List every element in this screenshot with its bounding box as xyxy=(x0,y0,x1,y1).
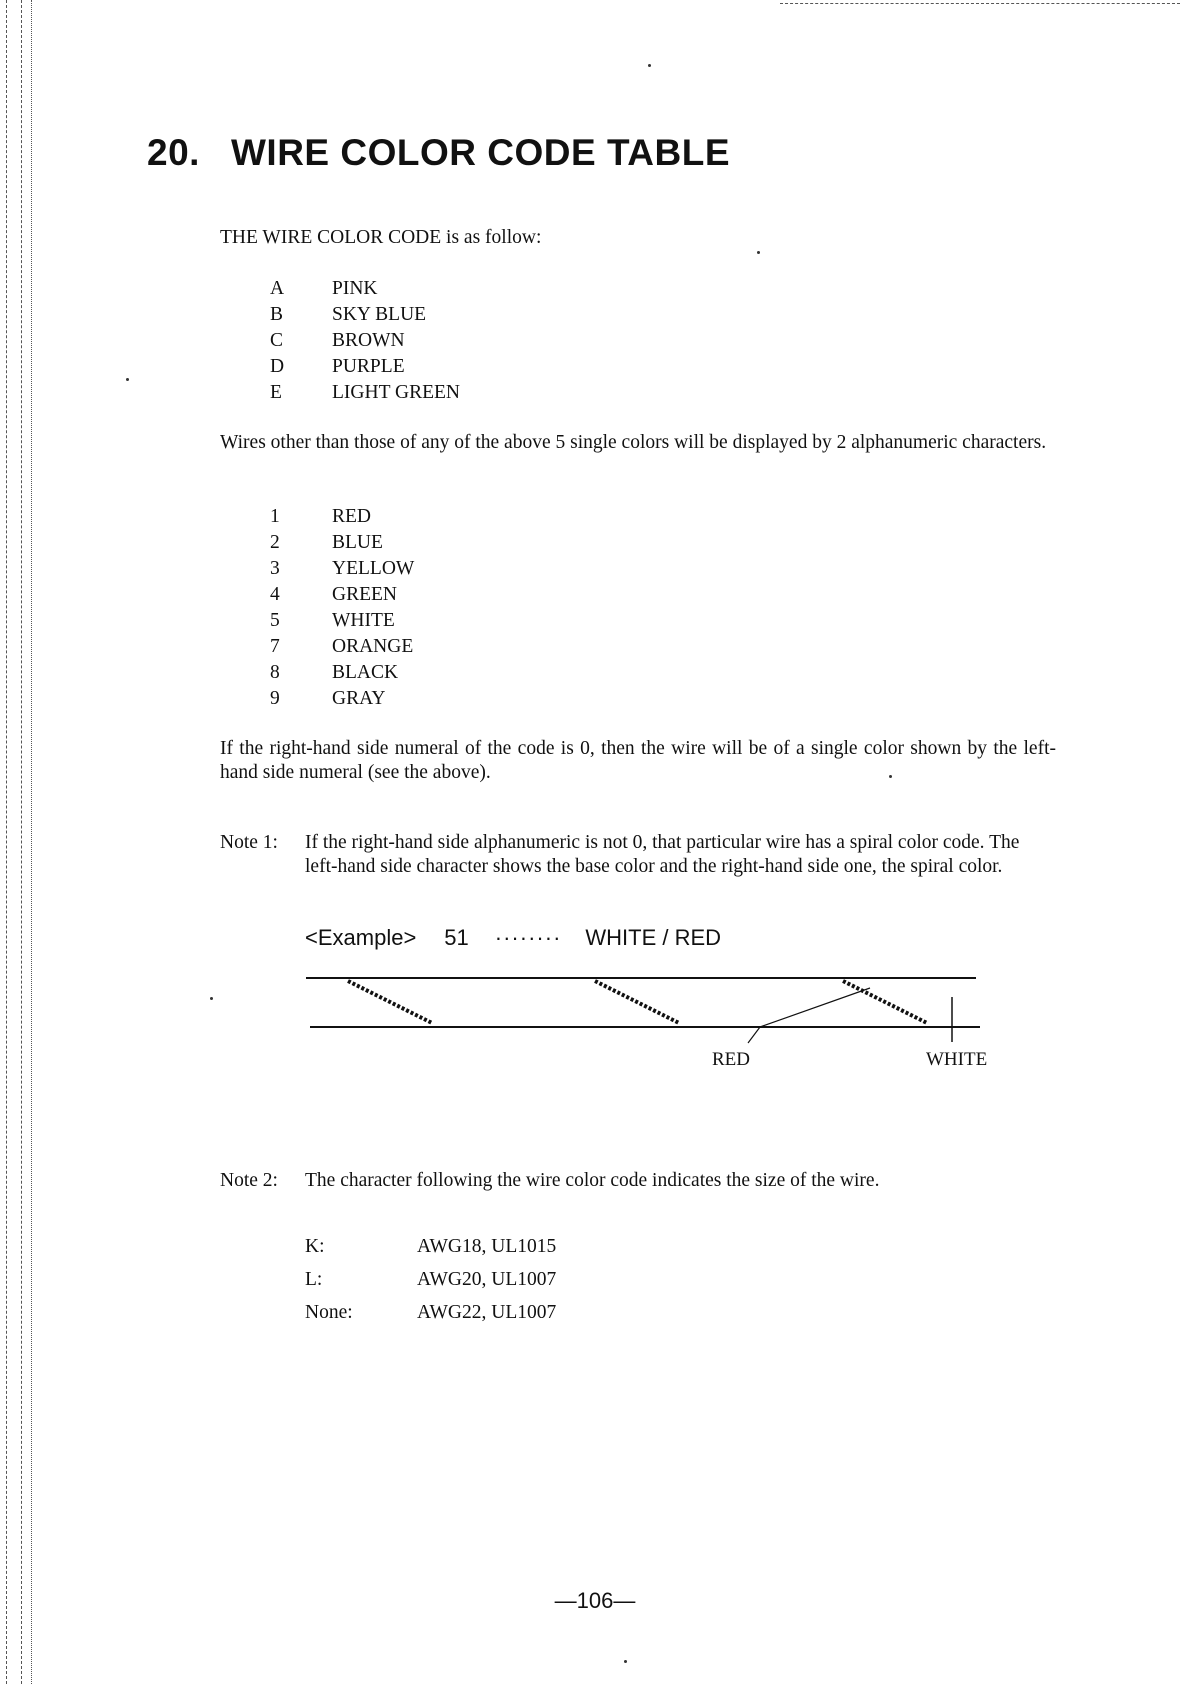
example-line xyxy=(305,925,721,951)
size-value: AWG20, UL1007 xyxy=(417,1269,557,1290)
list-item xyxy=(270,608,414,634)
color-name: WHITE xyxy=(332,610,395,631)
example-colors: WHITE / RED xyxy=(585,925,722,950)
list-item xyxy=(270,660,414,686)
color-code: 3 xyxy=(270,558,280,579)
note-text: The character following the wire color code indicates the size of the wire. xyxy=(305,1170,880,1191)
scan-speck xyxy=(648,64,651,67)
list-item xyxy=(270,354,460,380)
color-name: YELLOW xyxy=(332,558,415,579)
intro-text: THE WIRE COLOR CODE is as follow: xyxy=(220,227,542,248)
scan-speck xyxy=(757,251,760,254)
size-value: AWG18, UL1015 xyxy=(417,1236,557,1257)
red-leader-line xyxy=(748,1027,760,1043)
list-item xyxy=(270,582,414,608)
section-heading xyxy=(147,132,730,174)
color-code: 9 xyxy=(270,688,280,709)
color-name: BROWN xyxy=(332,330,405,351)
color-name: PINK xyxy=(332,278,378,299)
spiral-stripe xyxy=(595,981,679,1023)
list-item xyxy=(270,380,460,406)
size-key: K: xyxy=(305,1236,325,1257)
color-code: 8 xyxy=(270,662,280,683)
list-item xyxy=(270,530,414,556)
list-item xyxy=(270,276,460,302)
color-code: E xyxy=(270,382,282,403)
color-code: 1 xyxy=(270,506,280,527)
color-name: GREEN xyxy=(332,584,397,605)
scan-speck xyxy=(126,378,129,381)
note-text: If the right-hand side alphanumeric is not 0, that particular wire has a spiral color code. The left-hand side character shows the base color and the right-hand side one, the spiral color. xyxy=(305,832,1020,877)
scan-binding-line xyxy=(21,0,22,1684)
color-name: SKY BLUE xyxy=(332,304,427,325)
scan-speck xyxy=(210,997,213,1000)
spiral-stripe xyxy=(843,981,927,1023)
zero-code-paragraph: If the right-hand side numeral of the code is 0, then the wire will be of a single color shown by the left-hand side numeral (see the above). xyxy=(220,738,1056,783)
list-item xyxy=(270,504,414,530)
wire-size-table xyxy=(305,1230,556,1329)
color-code: 2 xyxy=(270,532,280,553)
list-item xyxy=(270,686,414,712)
scan-speck xyxy=(889,775,892,778)
color-code: 4 xyxy=(270,584,280,605)
section-title: WIRE COLOR CODE TABLE xyxy=(231,132,731,173)
page-number: —106— xyxy=(554,1588,636,1613)
scan-top-edge xyxy=(780,3,1180,4)
list-item xyxy=(270,302,460,328)
size-key: None: xyxy=(305,1302,353,1323)
color-code: A xyxy=(270,278,285,299)
single-color-list xyxy=(270,276,460,406)
color-name: BLUE xyxy=(332,532,383,553)
spiral-wire-diagram xyxy=(300,965,1000,1075)
color-name: RED xyxy=(332,506,371,527)
size-value: AWG22, UL1007 xyxy=(417,1302,557,1323)
color-code: B xyxy=(270,304,284,325)
table-row xyxy=(305,1263,556,1296)
list-item xyxy=(270,556,414,582)
size-key: L: xyxy=(305,1269,323,1290)
spiral-stripe xyxy=(348,981,432,1023)
color-code: 5 xyxy=(270,610,280,631)
red-label: RED xyxy=(712,1049,750,1070)
scan-speck xyxy=(624,1660,627,1663)
color-code: 7 xyxy=(270,636,280,657)
table-row xyxy=(305,1230,556,1263)
white-label: WHITE xyxy=(926,1049,988,1070)
list-item xyxy=(270,634,414,660)
color-name: GRAY xyxy=(332,688,386,709)
note-label: Note 2: xyxy=(220,1170,278,1191)
color-name: BLACK xyxy=(332,662,399,683)
numeric-color-list xyxy=(270,504,414,712)
table-row xyxy=(305,1296,556,1329)
color-name: LIGHT GREEN xyxy=(332,382,460,403)
color-code: C xyxy=(270,330,284,351)
list-item xyxy=(270,328,460,354)
leader-dots: ········ xyxy=(494,925,562,950)
scan-binding-line xyxy=(31,0,32,1684)
note-label: Note 1: xyxy=(220,832,278,853)
example-label: <Example> xyxy=(305,925,417,950)
color-name: ORANGE xyxy=(332,636,414,657)
red-leader-line xyxy=(760,988,870,1027)
two-char-paragraph: Wires other than those of any of the above 5 single colors will be displayed by 2 alphanumeric characters. xyxy=(220,432,1047,453)
section-number: 20. xyxy=(147,132,200,173)
color-code: D xyxy=(270,356,285,377)
scan-binding-line xyxy=(6,0,7,1684)
example-code: 51 xyxy=(444,925,469,950)
color-name: PURPLE xyxy=(332,356,405,377)
